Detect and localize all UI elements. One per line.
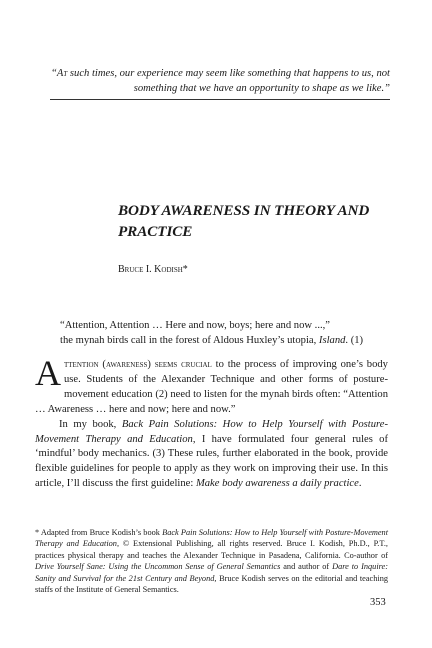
epigraph-open-quote: “ xyxy=(50,68,57,79)
opening-quote-line-1: “Attention, Attention … Here and now, boys; here and now ...,” xyxy=(60,320,330,331)
guideline-text: Make body awareness a daily practice xyxy=(195,478,359,490)
footnote-text: and author of xyxy=(280,562,333,572)
footnote-text: , © Extensional Publishing, all rights reserved. Bruce I. Kodish, Ph.D., P.T., practices physical therapy and teaches the Alexander Technique in Pasadena, California. Co-author of xyxy=(35,539,388,560)
paragraph-text: In my book, xyxy=(59,418,122,430)
page-number: 353 xyxy=(370,597,386,608)
drop-cap: A xyxy=(35,353,61,393)
paragraph-text: . xyxy=(358,478,362,490)
quote-book-title: Island xyxy=(318,335,346,346)
article-author: Bruce I. Kodish* xyxy=(118,264,188,275)
quote-text: the mynah birds call in the forest of Aldous Huxley’s utopia, xyxy=(60,335,319,346)
opening-quote-line-2 xyxy=(60,333,390,348)
book-title: Back Pain Solutions: How to Help Yourself with Posture-Movement Therapy and Education xyxy=(35,418,388,445)
epigraph-text: such times, our experience may seem like something that happens to us, not something that we have an opportunity to shape as we like.” xyxy=(67,68,390,94)
epigraph xyxy=(50,66,390,96)
paragraph-lead-in: ttention (awareness) seems crucial xyxy=(64,359,212,370)
quote-citation: . (1) xyxy=(345,335,364,346)
footnote-text: , Bruce Kodish serves on the editorial and teaching staffs of the Institute of General Semantics. xyxy=(35,573,388,595)
paragraph-text: , I have formulated four general rules of ‘mindful’ body mechanics. (3) These rules, further elaborated in the book, provide flexible guidelines for people to apply as they work on improving their use. In this article, I’ll discuss the first guideline: xyxy=(35,433,388,490)
epigraph-divider xyxy=(50,99,390,100)
paragraph-text: to the process of improving one’s body use. Students of the Alexander Technique and other forms of posture-movement education (2) need to listen for the mynah birds often: “Attention … Awareness … here and now; here and now.” xyxy=(35,359,388,415)
opening-quote xyxy=(60,318,390,348)
article-body xyxy=(35,353,388,492)
epigraph-lead-word: At xyxy=(56,68,68,79)
footnote-book-title: Dare to Inquire: Sanity and Survival for the 21st Century and Beyond xyxy=(35,562,389,583)
article-title: BODY AWARENESS IN THEORY AND PRACTICE xyxy=(118,202,370,240)
body-paragraph-1 xyxy=(35,353,388,418)
footnote-text: * Adapted from Bruce Kodish’s book xyxy=(35,528,163,537)
body-paragraph-2 xyxy=(35,418,388,493)
footnote-book-title: Back Pain Solutions: How to Help Yourself with Posture-Movement Therapy and Education xyxy=(35,528,389,549)
footnote-book-title: Drive Yourself Sane: Using the Uncommon Sense of General Semantics xyxy=(35,562,281,572)
footnote xyxy=(35,527,388,595)
